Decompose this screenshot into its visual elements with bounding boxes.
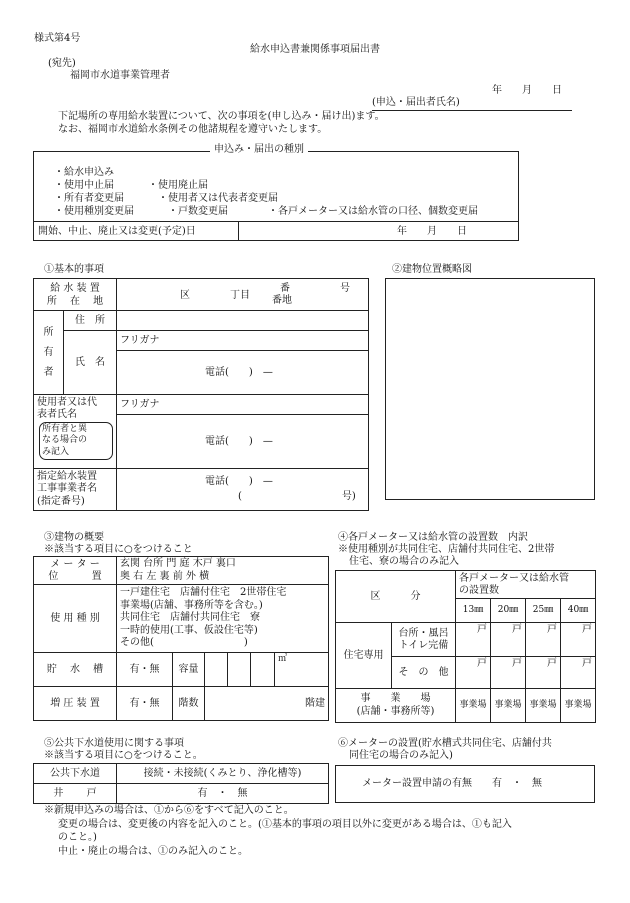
footer-note-2: 変更の場合は、変更後の内容を記入のこと。(①基本的事項の項目以外に変更がある場合は、①も記入 [58,819,512,830]
well-option[interactable]: 有 ・ 無 [117,784,329,804]
res-other-13[interactable]: 戸 [456,657,491,689]
sewer-label: 公共下水道 [34,764,117,784]
location-cell[interactable] [117,279,369,311]
type-user-change[interactable]: ・使用者又は代表者変更届 [158,193,278,204]
residential-label: 住宅専用 [336,623,392,689]
size-20mm: 20㎜ [491,599,526,623]
location-label: 給 水 装 置 所 在 地 [34,279,117,311]
meters-note-1: ※使用種別が共同住宅、店舗付共同住宅、2世帯 [338,544,555,555]
owner-address-field[interactable] [117,311,369,331]
banchi-label-top: 番 号 [280,282,351,294]
full-equipped-label: 台所・風呂 トイレ完備 [392,623,456,657]
ku-label: 区 [180,289,191,301]
building-heading: ③建物の概要 [44,532,104,543]
owner-address-label: 住 所 [64,311,117,331]
floors-field[interactable]: 階建 [205,687,329,721]
type-usage-change[interactable]: ・使用種別変更届 [54,206,134,217]
sewer-option[interactable]: 接続・未接続(くみとり、浄化槽等) [117,764,329,784]
biz-25[interactable]: 事業場 [526,689,561,723]
meter-install-heading-1: ⑥メーターの設置(貯水槽式共同住宅、店舗付共 [338,738,552,749]
building-location-map-area[interactable] [385,278,595,500]
water-tank-label: 貯 水 槽 [34,653,117,687]
kubun-header: 区 分 [336,571,456,623]
banchi-label-bottom: 番地 [272,294,293,306]
res-other-20[interactable]: 戸 [491,657,526,689]
meter-install-option[interactable]: メーター設置申請の有無 有 ・ 無 [362,778,542,789]
map-heading: ②建物位置概略図 [392,264,472,275]
user-furigana-field[interactable]: フリガナ [117,395,369,415]
biz-20[interactable]: 事業場 [491,689,526,723]
form-number: 様式第4号 [34,33,81,44]
addressee-prefix: (宛先) [48,58,76,69]
owner-name-label: 氏 名 [64,331,117,395]
date-line: 年 月 日 [492,85,562,96]
type-suspension[interactable]: ・使用中止届 [54,180,114,191]
res-other-40[interactable]: 戸 [561,657,596,689]
meter-position-options[interactable]: 玄関 台所 門 庭 木戸 裏口 奥 右 左 裏 前 外 横 [117,557,329,585]
res-full-40[interactable]: 戸 [561,623,596,657]
size-25mm: 25㎜ [526,599,561,623]
user-phone-field[interactable]: 電話( ) — [117,415,369,469]
meters-heading: ④各戸メーター又は給水管の設置数 内訳 [338,532,528,543]
user-note: 所有者と異 なる場合の み記入 [39,422,113,460]
contractor-phone: 電話( ) — [205,476,273,487]
water-tank-option[interactable]: 有・無 [117,653,173,687]
contractor-label: 指定給水装置 工事事業者名 (指定番号) [34,469,117,511]
footer-note-3: のこと。) [58,832,97,843]
usage-type-options[interactable]: 一戸建住宅 店舗付住宅 2世帯住宅 事業場(店舗、事務所等を含む。) 共同住宅 店舗付共同住宅 寮 一時的使用(工事、仮設住宅等) その他( ) [117,585,329,653]
biz-13[interactable]: 事業場 [456,689,491,723]
capacity-unit: ㎥ [275,653,329,687]
addressee: 福岡市水道事業管理者 [70,70,170,81]
type-meter-change[interactable]: ・各戸メーター又は給水管の口径、個数変更届 [268,206,478,217]
other-label: そ の 他 [392,657,456,689]
intro-line-2: なお、福岡市水道給水条例その他諸規程を遵守いたします。 [58,124,328,135]
size-13mm: 13㎜ [456,599,491,623]
building-table [33,556,329,721]
well-label: 井 戸 [34,784,117,804]
basic-table [33,278,369,511]
form-title: 給水申込書兼関係事項届出書 [250,44,380,55]
owner-label: 所 有 者 [34,311,64,395]
biz-40[interactable]: 事業場 [561,689,596,723]
types-legend: 申込み・届出の種別 [210,144,308,156]
footer-note-1: ※新規申込みの場合は、①から⑥をすべて記入のこと。 [44,805,294,816]
booster-option[interactable]: 有・無 [117,687,173,721]
user-label: 使用者又は代 表者氏名 所有者と異 なる場合の み記入 [34,395,117,469]
res-full-20[interactable]: 戸 [491,623,526,657]
type-abolition[interactable]: ・使用廃止届 [148,180,208,191]
footer-note-4: 中止・廃止の場合は、①のみ記入のこと。 [58,846,248,857]
meter-install-heading-2: 同住宅の場合のみ記入) [349,750,453,761]
chome-label: 丁目 [230,289,251,301]
booster-label: 増 圧 装 置 [34,687,117,721]
capacity-digit-3[interactable] [251,653,275,687]
intro-line-1: 下記場所の専用給水装置について、次の事項を(申し込み・届け出)ます。 [58,111,385,122]
size-40mm: 40㎜ [561,599,596,623]
count-header: 各戸メーター又は給水管 の設置数 [456,571,596,599]
type-owner-change[interactable]: ・所有者変更届 [54,193,124,204]
res-full-25[interactable]: 戸 [526,623,561,657]
change-date-label: 開始、中止、廃止又は変更(予定)日 [38,226,196,237]
meters-table [335,570,596,723]
meter-position-label: メ ー タ ー 位 置 [34,557,117,585]
res-full-13[interactable]: 戸 [456,623,491,657]
business-label: 事 業 場 (店舗・事務所等) [336,689,456,723]
capacity-label: 容量 [173,653,205,687]
type-household-change[interactable]: ・戸数変更届 [168,206,228,217]
basic-heading: ①基本的事項 [44,264,104,275]
type-supply-application[interactable]: ・給水申込み [54,167,114,178]
meters-note-2: 住宅、寮の場合のみ記入 [349,556,459,567]
floors-label: 階数 [173,687,205,721]
sewer-heading: ⑤公共下水道使用に関する事項 [44,738,184,749]
res-other-25[interactable]: 戸 [526,657,561,689]
owner-furigana-field[interactable]: フリガナ [117,331,369,351]
building-note: ※該当する項目に○をつけること [44,544,193,555]
sewer-table [33,763,329,804]
contractor-field[interactable] [117,469,369,511]
capacity-digit-1[interactable] [205,653,228,687]
owner-phone-field[interactable]: 電話( ) — [117,351,369,395]
applicant-underline [372,110,572,111]
contractor-number: ( 号) [238,491,356,502]
sewer-note: ※該当する項目に○をつけること。 [44,750,203,761]
applicant-name-label: (申込・届出者氏名) [372,97,460,108]
change-date-value[interactable]: 年 月 日 [397,226,467,237]
capacity-digit-2[interactable] [228,653,251,687]
usage-type-label: 使 用 種 別 [34,585,117,653]
